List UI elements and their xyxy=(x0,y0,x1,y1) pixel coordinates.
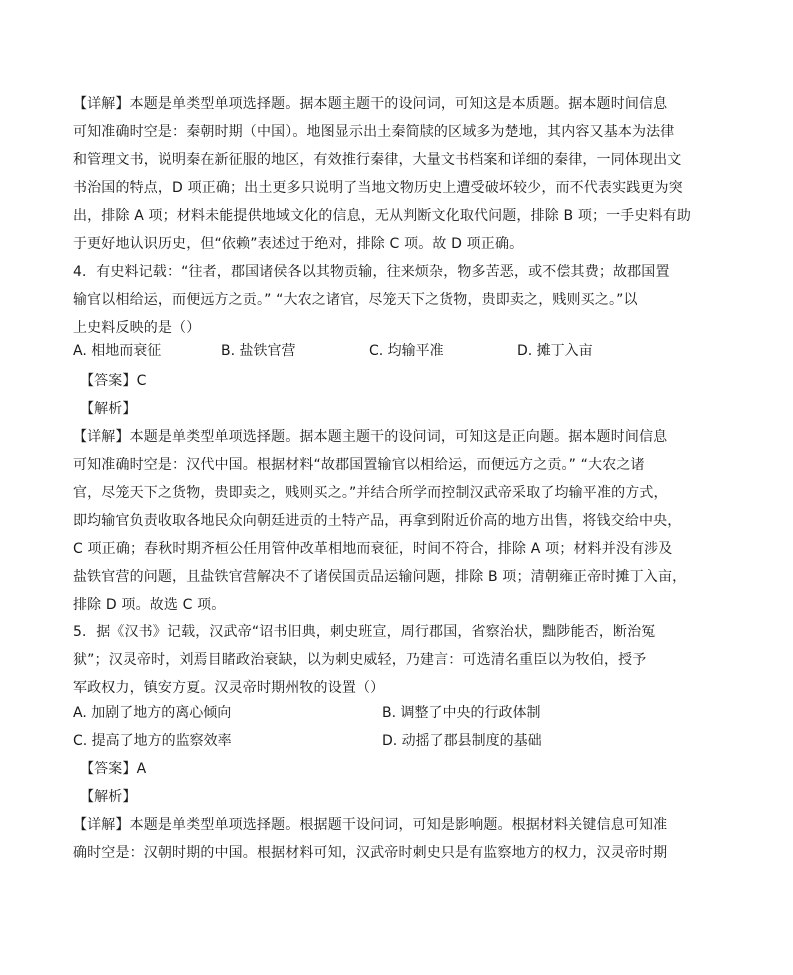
option-d: D. 摊丁入亩 xyxy=(517,343,593,359)
question-stem-line: 4．有史料记载：“往者，郡国诸侯各以其物贡输，往来烦杂，物多苦恶，或不偿其费；故郡国置 xyxy=(73,264,670,280)
option-b: B. 盐铁官营 xyxy=(221,343,296,359)
detail-line: 排除 D 项。故选 C 项。 xyxy=(73,597,226,613)
answer-line: 【答案】C xyxy=(80,373,147,389)
detail-line: 可知准确时空是：汉代中国。根据材料“故郡国置输官以相给运，而便远方之贡。” “大农之诸 xyxy=(73,457,645,473)
detail-line: 可知准确时空是：秦朝时期（中国）。地图显示出土秦简牍的区域多为楚地，其内容又基本为法律 xyxy=(73,124,675,140)
option-c: C. 均输平准 xyxy=(369,343,444,359)
detail-line: 【详解】本题是单类型单项选择题。根据题干设问词，可知是影响题。根据材料关键信息可知准 xyxy=(73,817,668,833)
detail-line: 书治国的特点，D 项正确；出土更多只说明了当地文物历史上遭受破坏较少，而不代表实践更为突 xyxy=(73,180,683,196)
detail-line: 于更好地认识历史，但“依赖”表述过于绝对，排除 C 项。故 D 项正确。 xyxy=(73,236,524,252)
analysis-label: 【解析】 xyxy=(80,401,137,417)
option-a: A. 加剧了地方的离心倾向 xyxy=(73,705,232,721)
question-stem-line: 军政权力，镇安方夏。汉灵帝时期州牧的设置（） xyxy=(73,680,385,696)
analysis-label: 【解析】 xyxy=(80,789,137,805)
detail-line: 即均输官负责收取各地民众向朝廷进贡的土特产品，再拿到附近价高的地方出售，将钱交给中央， xyxy=(73,513,682,529)
option-d: D. 动摇了郡县制度的基础 xyxy=(382,733,542,749)
question-stem-line: 上史料反映的是（） xyxy=(73,320,201,336)
detail-line: 确时空是：汉朝时期的中国。根据材料可知，汉武帝时刺史只是有监察地方的权力，汉灵帝时期 xyxy=(73,845,668,861)
detail-line: 盐铁官营的问题，且盐铁官营解决不了诸侯国贡品运输问题，排除 B 项；清朝雍正帝时摊丁入亩， xyxy=(73,569,687,585)
detail-line: 【详解】本题是单类型单项选择题。据本题主题干的设问词，可知这是正向题。据本题时间信息 xyxy=(73,429,668,445)
detail-line: C 项正确；春秋时期齐桓公任用管仲改革相地而衰征，时间不符合，排除 A 项；材料并没有涉及 xyxy=(73,541,673,557)
detail-line: 【详解】本题是单类型单项选择题。据本题主题干的设问词，可知这是本质题。据本题时间信息 xyxy=(73,96,668,112)
question-stem-line: 5．据《汉书》记载，汉武帝“诏书旧典，刺史班宣，周行郡国，省察治状，黜陟能否，断治冤 xyxy=(73,624,656,640)
detail-line: 出，排除 A 项；材料未能提供地域文化的信息，无从判断文化取代问题，排除 B 项；一手史料有助 xyxy=(73,208,692,224)
detail-line: 和管理文书，说明秦在新征服的地区，有效推行秦律，大量文书档案和详细的秦律，一同体现出文 xyxy=(73,152,682,168)
question-stem-line: 狱”；汉灵帝时，刘焉目睹政治衰缺，以为刺史威轻，乃建言：可选清名重臣以为牧伯，授予 xyxy=(73,652,647,668)
option-a: A. 相地而衰征 xyxy=(73,343,162,359)
detail-line: 官，尽笼天下之货物，贵即卖之，贱则买之。”并结合所学而控制汉武帝采取了均输平准的方式， xyxy=(73,485,668,501)
option-b: B. 调整了中央的行政体制 xyxy=(382,705,541,721)
question-stem-line: 输官以相给运，而便远方之贡。” “大农之诸官，尽笼天下之货物，贵即卖之，贱则买之。”以 xyxy=(73,292,638,308)
answer-line: 【答案】A xyxy=(80,761,147,777)
option-c: C. 提高了地方的监察效率 xyxy=(73,733,232,749)
